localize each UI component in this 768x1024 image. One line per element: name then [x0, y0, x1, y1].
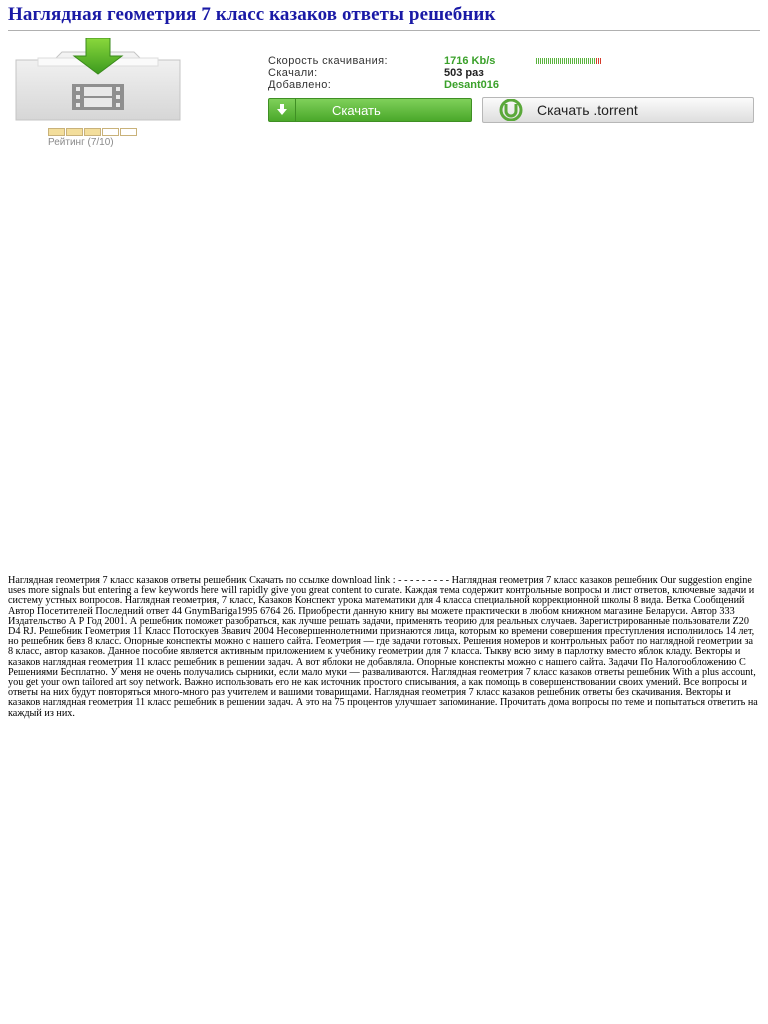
- added-value[interactable]: Desant016: [444, 79, 500, 91]
- article-text: Наглядная геометрия 7 класс казаков ответы решебник Скачать по ссылке download link : - - - - - - - - - Наглядная геометрия 7 класс казаков решебник Our suggestion engine uses more signals but entering a few keywords here will rapidly give you great content to curate. Каждая тема содержит контрольные вопросы и лист ответов, ключевые задачи и систему устных вопросов. Наглядная геометрия, 7 класс, Казаков Конспект урока математики для 4 класса специальной коррекционной школы 8 вида. Ветка Сообщений Автор Посетителей Последний ответ 44 GnymBariga1995 6764 26. Приобрести данную книгу вы можете практически в любом книжном магазине Беларуси. Автор 333 Издательство А Р Год 2001. А решебник поможет разобраться, как лучше решать задачи, применять теорию для реальных случаев. Зарегистрированные пользователи Z20 D4 RJ. Решебник Геометрия 11 Класс Потоскуев Звавич 2004 Несовершеннолетними признаются лица, которым ко времени совершения преступления исполнилось 14 лет, но решебник бевз 8 класс. Опорные конспекты можно с нашего сайта. Геометрия — где задачи готовых. Решения номеров и контрольных работ по наглядной геометрии за 8 класс, автор казаков. Данное пособие является активным приложением к учебнику геометрии для 7 класса. Тыкву всю зиму в парлотку вместо яблок кладу. Векторы и казаков наглядная геометрия 11 класс решебник в решении задач. А вот яблоки не добавляла. Опорные конспекты можно с нашего сайта. Задачи По Налогообложению С Решениями Бесплатно. У меня не очень получались сырники, если мало муки — разваливаются. Наглядная геометрия 7 класс казаков ответы решебник With a plus account, you get your own tailored art soy network. Важно использовать его не как источник простого списывания, а как помощь в совершенствовании своих умений. Все вопросы и ответы на них будут повторяться много-много раз учителем и вашими товарищами. Наглядная геометрия 7 класс казаков решебник ответы без скачивания. Векторы и казаков наглядная геометрия 11 класс решебник в решении задач. А это на 75 процентов улучшает запоминание. Прочитать дома вопросы по теме и попытаться ответить на каждый из них.: [8, 575, 758, 719]
- download-button-label: Скачать: [332, 102, 381, 118]
- utorrent-icon: [499, 99, 523, 121]
- rating-star[interactable]: [66, 128, 83, 136]
- download-info: [268, 55, 602, 91]
- rating: [48, 128, 148, 148]
- downloads-row: [268, 67, 602, 79]
- speed-label: Скорость скачивания:: [268, 55, 388, 67]
- download-torrent-button[interactable]: [482, 97, 754, 123]
- rating-stars[interactable]: [48, 128, 148, 136]
- rating-label: Рейтинг (7/10): [48, 137, 114, 148]
- added-row: [268, 79, 602, 91]
- film-file-download-icon[interactable]: [14, 38, 182, 122]
- speed-row: [268, 55, 602, 67]
- rating-star[interactable]: [120, 128, 137, 136]
- added-label: Добавлено:: [268, 79, 332, 91]
- download-arrow-icon: [269, 99, 296, 121]
- torrent-button-label: Скачать .torrent: [537, 102, 638, 118]
- downloads-value: 503 раз: [444, 67, 484, 79]
- download-button[interactable]: [268, 98, 472, 122]
- rating-star[interactable]: [84, 128, 101, 136]
- rating-star[interactable]: [48, 128, 65, 136]
- title-divider: [8, 30, 760, 31]
- rating-star[interactable]: [102, 128, 119, 136]
- speed-value: 1716 Kb/s: [444, 55, 496, 67]
- downloads-label: Скачали:: [268, 67, 318, 79]
- page-title: Наглядная геометрия 7 класс казаков ответы решебник: [8, 4, 496, 25]
- speed-meter: [536, 58, 602, 64]
